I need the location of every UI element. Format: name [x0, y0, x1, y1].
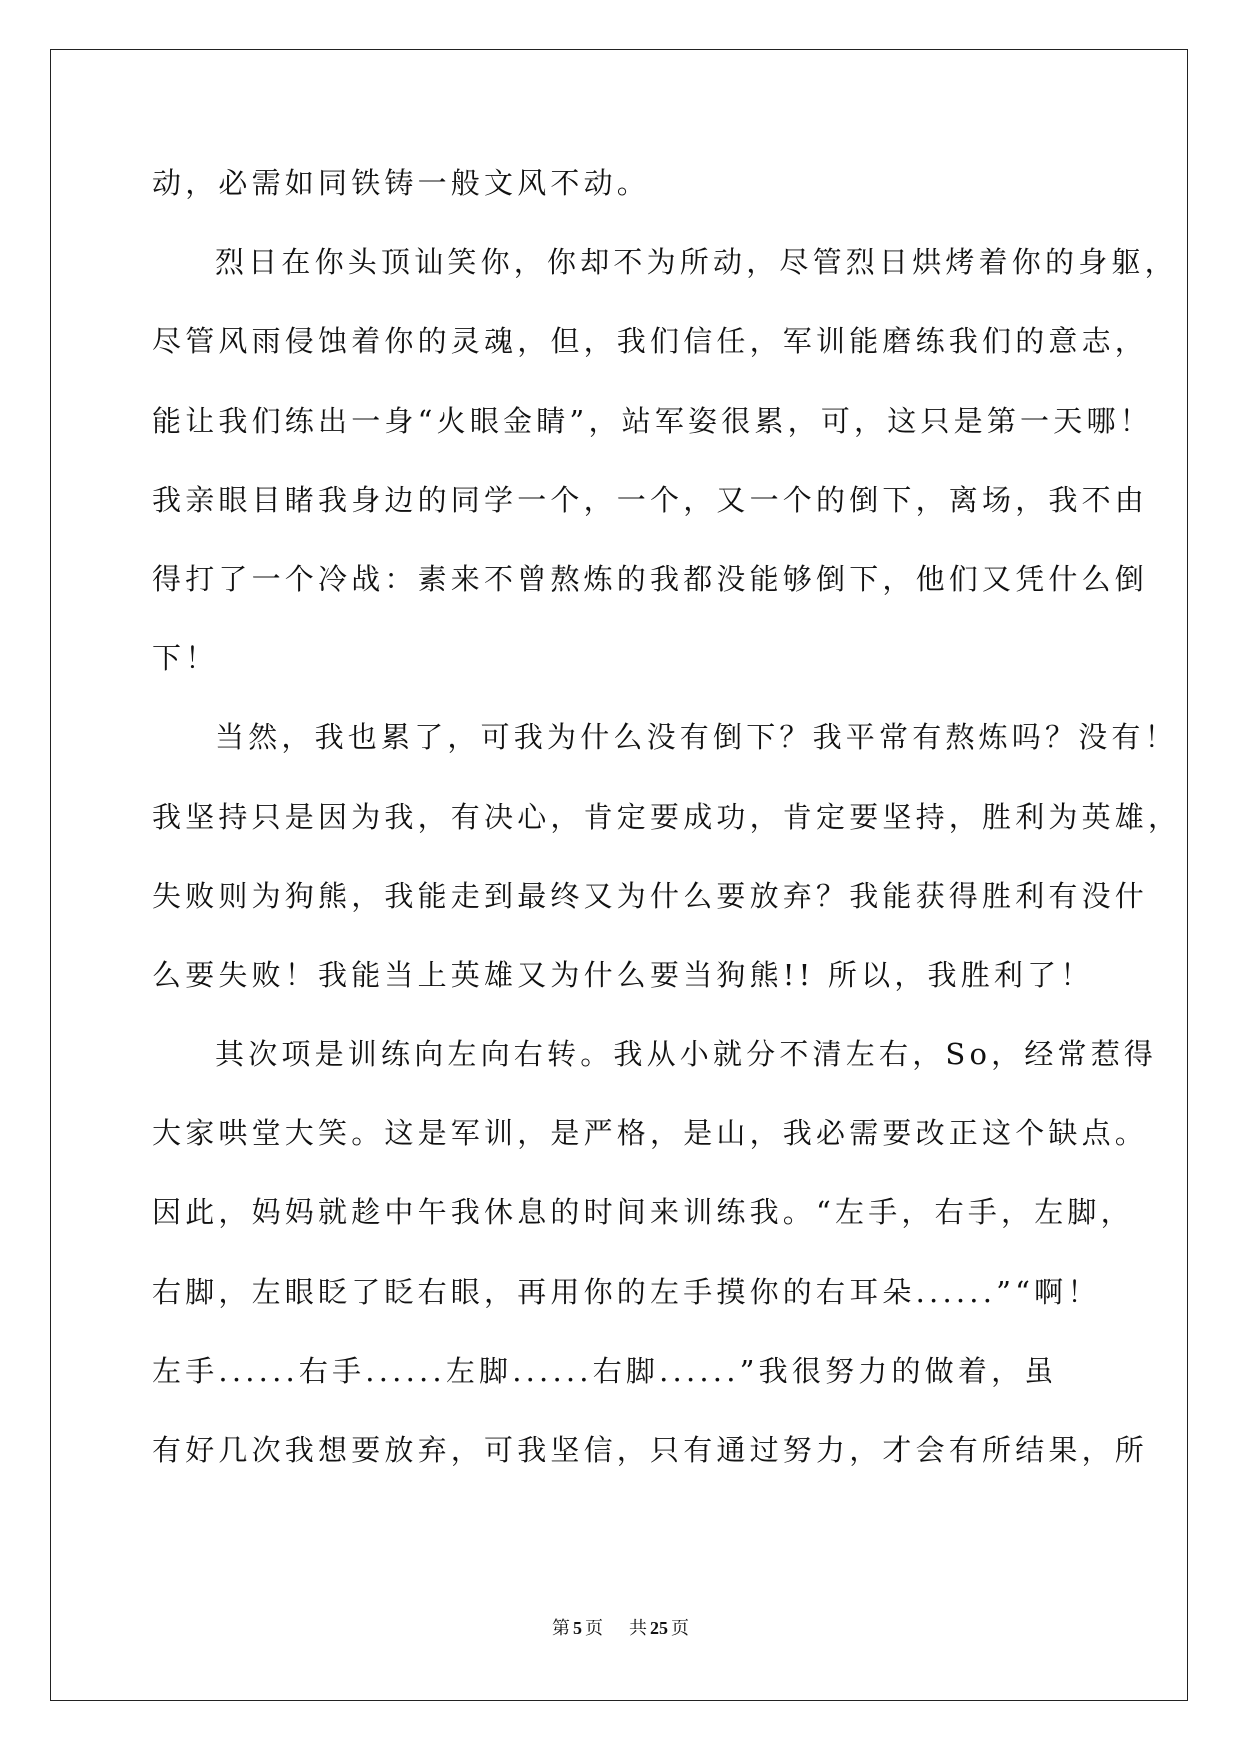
- total-suffix: 页: [671, 1618, 689, 1638]
- total-pages: 25: [650, 1618, 668, 1638]
- document-body: [152, 163, 1182, 1509]
- page-number: 5: [573, 1618, 582, 1638]
- text-line: 因此，妈妈就趁中午我休息的时间来训练我。“左手，右手，左脚，: [152, 1195, 1134, 1230]
- text-line: 其次项是训练向左向右转。我从小就分不清左右，So，经常惹得: [215, 1037, 1158, 1072]
- text-line: 尽管风雨侵蚀着你的灵魂，但，我们信任，军训能磨练我们的意志，: [152, 324, 1149, 359]
- text-line: 下！: [152, 641, 219, 676]
- text-line: 动，必需如同铁铸一般文风不动。: [152, 166, 651, 200]
- text-line: 能让我们练出一身“火眼金睛”，站军姿很累，可，这只是第一天哪！: [152, 403, 1153, 438]
- text-line: 我坚持只是因为我，有决心，肯定要成功，肯定要坚持，胜利为英雄，: [152, 799, 1182, 834]
- text-line: 有好几次我想要放弃，可我坚信，只有通过努力，才会有所结果，所: [152, 1433, 1149, 1467]
- text-line: 左手......右手......左脚......右脚......”我很努力的做着，虽: [152, 1353, 1058, 1388]
- text-line: 当然，我也累了，可我为什么没有倒下？我平常有熬炼吗？没有！: [215, 720, 1178, 755]
- page-indicator: [552, 1616, 603, 1640]
- page-footer: [0, 1616, 1241, 1640]
- text-line: 得打了一个冷战：素来不曾熬炼的我都没能够倒下，他们又凭什么倒: [152, 561, 1149, 596]
- text-line: 失败则为狗熊，我能走到最终又为什么要放弃？我能获得胜利有没什: [152, 878, 1149, 913]
- page-suffix: 页: [585, 1618, 603, 1638]
- text-line: 烈日在你头顶讪笑你，你却不为所动，尽管烈日烘烤着你的身躯，: [215, 245, 1178, 280]
- page-prefix: 第: [552, 1618, 570, 1638]
- text-line: 右脚，左眼眨了眨右眼，再用你的左手摸你的右耳朵......”“啊！: [152, 1274, 1101, 1309]
- total-prefix: 共: [629, 1618, 647, 1638]
- text-line: 我亲眼目睹我身边的同学一个，一个，又一个的倒下，离场，我不由: [152, 482, 1149, 517]
- total-indicator: [629, 1616, 689, 1640]
- text-line: 大家哄堂大笑。这是军训，是严格，是山，我必需要改正这个缺点。: [152, 1116, 1149, 1151]
- text-line: 么要失败！我能当上英雄又为什么要当狗熊!! 所以，我胜利了！: [152, 957, 1094, 992]
